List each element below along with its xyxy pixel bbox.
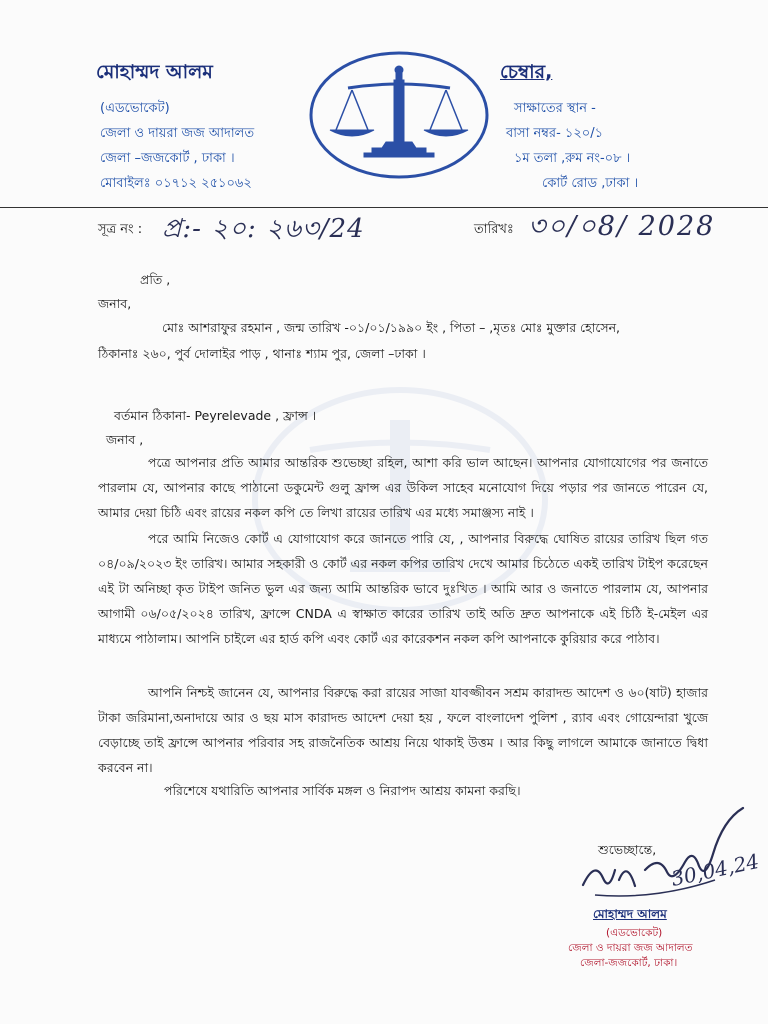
advocate-title: (এডভোকেট) xyxy=(100,101,170,116)
chamber-heading: চেম্বার, xyxy=(500,61,553,83)
scales-of-justice-icon xyxy=(308,50,490,180)
advocate-location: জেলা –জজকোর্ট , ঢাকা । xyxy=(100,151,235,166)
letterhead-right xyxy=(500,58,638,196)
signature-court: জেলা ও দায়রা জজ আদালত xyxy=(568,942,693,954)
paragraph-2: পরে আমি নিজেও কোর্ট এ যোগাযোগ করে জানতে পারি যে, , আপনার বিরুদ্ধে ঘোষিত রায়ের তারিখ ছিল গত ০৪/০৯/২০২৩ ইং তারিখ। আমার সহকারী ও কোর্ট এর নকল কপির তারিখ দেখে আমার চিঠেতে একই তারিখ টাইপ করেছেন এই টা অনিচ্ছা কৃত টাইপ জনিত ভুল এর জন্য আমি আন্তরিক ভাবে দুঃখিত । আমি আর ও জনাতে পারলাম যে, আপনার আগামী ০৬/০৫/২০২৪ তারিখ, ফ্রান্সে CNDA এ স্বাক্ষাত কারের তারিখ তাই অতি দ্রুত আপনাকে এই চিঠি ই-মেইল এর মাধ্যমে পাঠালাম। আপনি চাইলে এর হার্ড কপি এবং কোর্ট এর কারেকশন নকল কপি আপনাকে কুরিয়ার করে পাঠাব। xyxy=(98,531,708,646)
date-label: তারিখঃ xyxy=(474,222,514,237)
to-line: প্রতি , xyxy=(140,272,171,287)
reference-label: সূত্র নং : xyxy=(98,222,143,237)
addressee-line-2: ঠিকানাঃ ২৬০, পুর্ব দোলাইর পাড় , থানাঃ শ্যাম পুর, জেলা –ঢাকা । xyxy=(98,346,426,361)
advocate-name: মোহাম্মদ আলম xyxy=(96,61,213,83)
signature-name: মোহাম্মদ আলম xyxy=(593,907,667,921)
addressee-line-1: মোঃ আশরাফুর রহমান , জন্ম তারিখ -০১/০১/১৯৯০ ইং , পিতা – ,মৃতঃ মোঃ মুক্তার হোসেন, xyxy=(162,320,621,335)
paragraph-1: পত্রে আপনার প্রতি আমার আন্তরিক শুভেচ্ছা রহিল, আশা করি ভাল আছেন। আপনার যোগাযোগের পর জনাতে পারলাম যে, আপনার কাছে পাঠানো ডকুমেন্ট গুলু ফ্রান্স এর উকিল সাহেব মনোযোগ দিয়ে পড়ার পর জানতে পারেন যে, আমার দেয়া চিঠি এবং রায়ের নকল কপি তে লিখা রায়ের তারিখ এর মধ্যে সমাঞ্জস্য নাই । xyxy=(98,455,708,520)
paragraph-3: আপনি নিশ্চই জানেন যে, আপনার বিরুদ্ধে করা রায়ের সাজা যাবজ্জীবন সশ্রম কারাদন্ড আদেশ ও ৬০(ষাট) হাজার টাকা জরিমানা,অনাদায়ে আর ও ছয় মাস কারাদন্ড আদেশ দেয়া হয় , ফলে বাংলাদেশ পুলিশ , র‍্যাব এবং গোয়েন্দারা খুজে বেড়াচ্ছে তাই ফ্রান্সে আপনার পরিবার সহ রাজনৈতিক আশ্রয় নিয়ে থাকাই উত্তম । আর কিছু লাগলে আমাকে জানাতে দ্বিধা করবেন না। xyxy=(98,685,708,775)
chamber-meeting-place: সাক্ষাতের স্থান - xyxy=(514,101,596,116)
advocate-mobile: মোবাইলঃ ০১৭১২ ২৫১০৬২ xyxy=(100,176,252,191)
signature-location: জেলা-জজকোর্ট, ঢাকা। xyxy=(580,957,678,969)
present-address: বর্তমান ঠিকানা- Peyrelevade , ফ্রান্স । xyxy=(114,408,317,423)
chamber-house-number: বাসা নম্বর- ১২০/১ xyxy=(506,126,604,141)
chamber-road: কোর্ট রোড ,ঢাকা । xyxy=(542,176,639,191)
signature-date: 30,04,24 xyxy=(669,848,762,891)
salutation-second: জনাব , xyxy=(106,432,144,447)
paragraph-4: পরিশেষে যথারিতি আপনার সার্বিক মঙ্গল ও নিরাপদ আশ্রয় কামনা করছি। xyxy=(164,783,521,798)
handwritten-signature xyxy=(575,800,768,910)
date-value: ৩০/০8/ 2028 xyxy=(528,211,716,242)
advocate-court: জেলা ও দায়রা জজ আদালত xyxy=(100,126,255,141)
salutation-first: জনাব, xyxy=(98,296,132,311)
signature-title: (এডভোকেট) xyxy=(606,927,663,939)
chamber-floor-room: ১ম তলা ,রুম নং-০৮ । xyxy=(514,151,631,166)
letterhead-left xyxy=(96,58,254,196)
reference-value: প্র:- ২০: ২৬৩/24 xyxy=(162,214,365,244)
closing-wish: শুভেচ্ছান্তে, xyxy=(598,842,657,857)
